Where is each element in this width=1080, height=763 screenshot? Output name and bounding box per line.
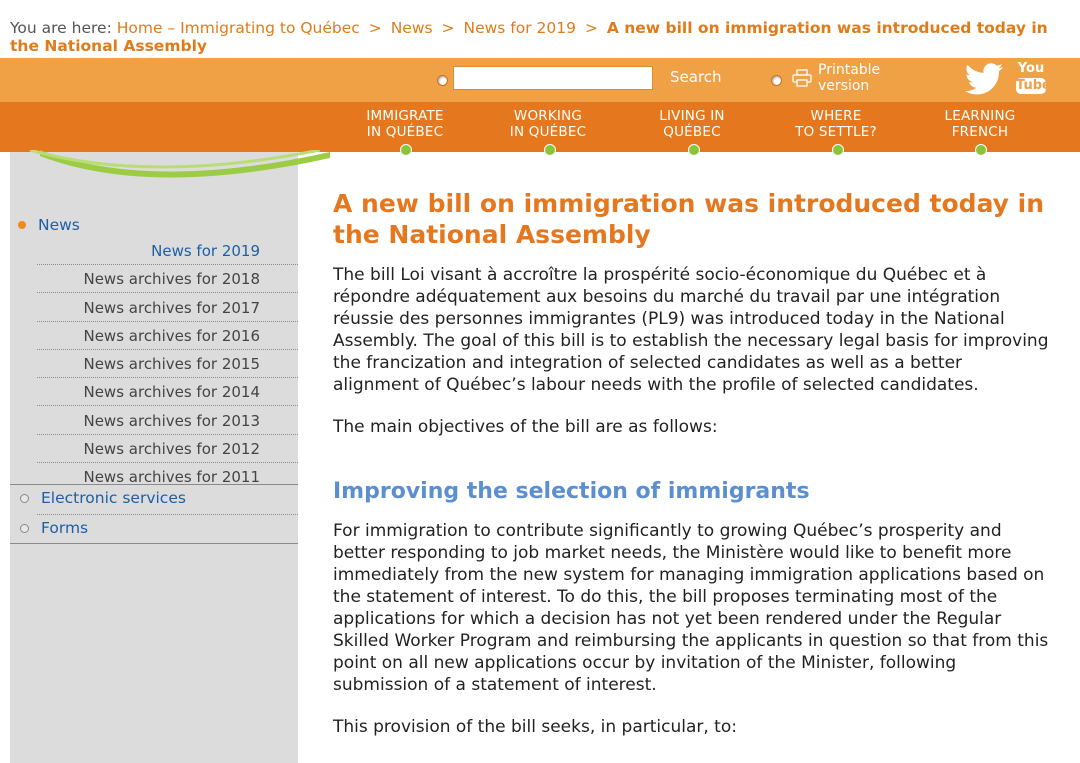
nav-indicator-dot	[544, 144, 556, 156]
sidebar-item-news-2019[interactable]: News for 2019	[37, 238, 298, 265]
breadcrumb	[10, 19, 1070, 55]
sidebar-divider	[37, 514, 298, 515]
printer-icon	[792, 69, 812, 87]
decorative-swoosh	[0, 150, 330, 190]
sidebar-item-news-2016[interactable]: News archives for 2016	[37, 323, 298, 350]
nav-where-to-settle[interactable]: WHERE TO SETTLE?	[795, 108, 877, 140]
provision-paragraph: This provision of the bill seeks, in particular, to:	[333, 717, 737, 737]
breadcrumb-news2019-link[interactable]: News for 2019	[463, 19, 576, 37]
printable-version-link[interactable]	[792, 62, 880, 94]
twitter-icon[interactable]	[965, 63, 1005, 97]
objectives-paragraph: The main objectives of the bill are as follows:	[333, 417, 718, 437]
breadcrumb-separator: >	[584, 19, 598, 37]
sidebar-item-news-2013[interactable]: News archives for 2013	[37, 408, 298, 435]
section-title: Improving the selection of immigrants	[333, 479, 810, 504]
sidebar-divider	[10, 543, 298, 544]
sidebar-item-news-2015[interactable]: News archives for 2015	[37, 351, 298, 378]
nav-indicator-dot	[688, 144, 700, 156]
sidebar-item-news-2012[interactable]: News archives for 2012	[37, 436, 298, 463]
intro-paragraph: The bill Loi visant à accroître la prospérité socio-économique du Québec et à répondre adéquatement aux besoins du marché du travail par une intégration réussie des personnes immigrantes (PL9) was introduced today in the National Assembly. The goal of this bill is to establish the necessary legal basis for improving the francization and integration of selected candidates as well as a better alignment of Québec’s labour needs with the profile of selected candidates.	[333, 265, 1049, 395]
nav-indicator-dot	[832, 144, 844, 156]
bullet-icon	[18, 221, 26, 229]
bullet-icon	[20, 524, 29, 533]
sidebar-item-news-2011[interactable]: News archives for 2011	[83, 468, 260, 487]
main-nav	[0, 102, 1080, 152]
youtube-icon[interactable]: You Tube	[1016, 61, 1051, 93]
printable-label: Printable version	[818, 62, 881, 94]
page-title: A new bill on immigration was introduced today in the National Assembly	[333, 189, 1045, 249]
breadcrumb-news-link[interactable]: News	[390, 19, 433, 37]
breadcrumb-current: A new bill on immigration was introduced today in the National Assembly	[10, 19, 1048, 55]
sidebar-item-news[interactable]: News	[18, 216, 80, 234]
breadcrumb-separator: >	[368, 19, 382, 37]
nav-working-in-quebec[interactable]: WORKING IN QUÉBEC	[509, 108, 587, 140]
bullet-icon	[20, 494, 29, 503]
sidebar-item-news-2014[interactable]: News archives for 2014	[37, 379, 298, 406]
section-paragraph: For immigration to contribute significantly to growing Québec’s prosperity and better responding to job market needs, the Ministère would like to benefit more immediately from the new system for managing immigration applications based on the statement of interest. To do this, the bill proposes terminating most of the applications for which a decision has not yet been rendered under the Regular Skilled Worker Program and reimbursing the applicants in question so that from this point on all new applications occur by invitation of the Minister, following submission of a statement of interest.	[333, 521, 1049, 695]
sidebar-item-forms[interactable]: Forms	[20, 519, 88, 537]
search-radio[interactable]	[437, 75, 448, 86]
sidebar-news-sublist	[37, 238, 298, 492]
main-content	[333, 188, 1053, 738]
nav-living-in-quebec[interactable]: LIVING IN QUÉBEC	[659, 108, 725, 140]
nav-learning-french[interactable]: LEARNING FRENCH	[944, 108, 1016, 140]
search-input[interactable]	[453, 66, 653, 90]
breadcrumb-home-link[interactable]: Home – Immigrating to Québec	[116, 19, 360, 37]
utility-bar	[0, 58, 1080, 102]
printable-radio[interactable]	[771, 75, 782, 86]
sidebar-divider	[10, 484, 298, 485]
sidebar-item-news-2018[interactable]: News archives for 2018	[37, 266, 298, 293]
breadcrumb-separator: >	[441, 19, 455, 37]
breadcrumb-prefix: You are here:	[10, 19, 112, 37]
sidebar-item-news-2017[interactable]: News archives for 2017	[37, 295, 298, 322]
search-button[interactable]: Search	[670, 68, 722, 86]
sidebar-item-electronic-services[interactable]: Electronic services	[20, 489, 186, 507]
nav-immigrate-in-quebec[interactable]: IMMIGRATE IN QUÉBEC	[366, 108, 444, 140]
sidebar	[10, 152, 298, 763]
nav-indicator-dot	[400, 144, 412, 156]
nav-indicator-dot	[975, 144, 987, 156]
